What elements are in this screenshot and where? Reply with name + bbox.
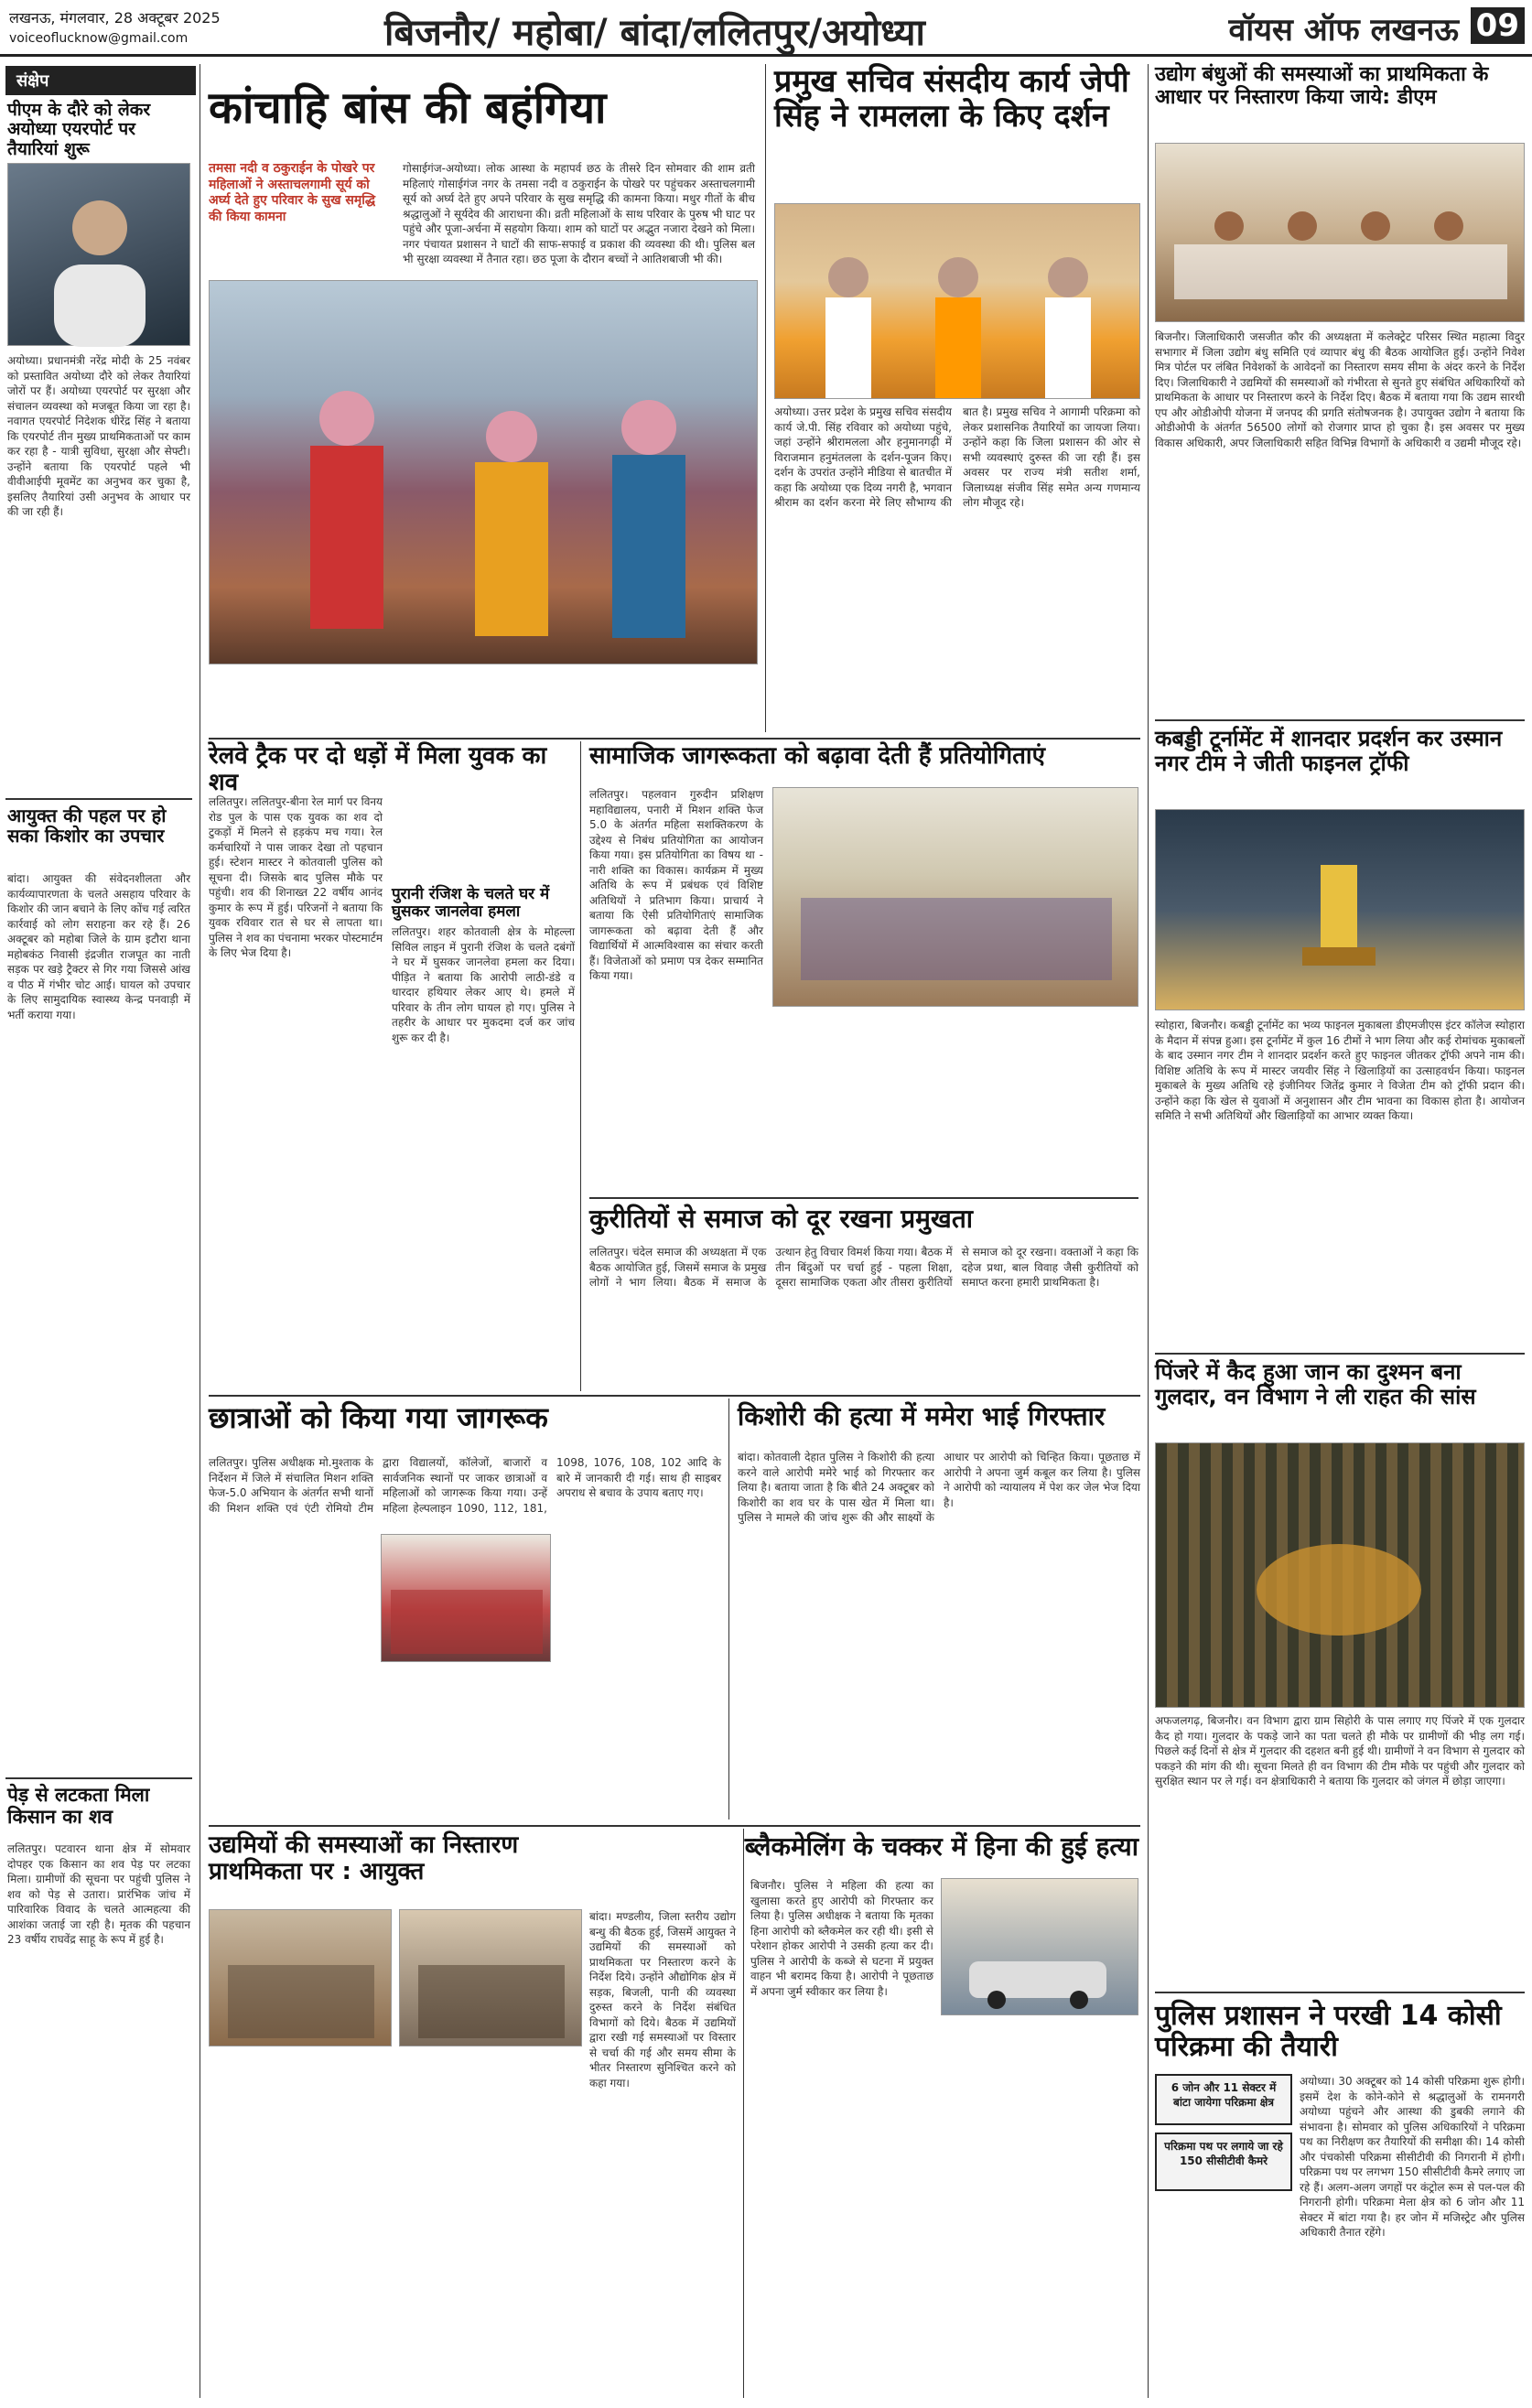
- column-rule: [743, 1829, 744, 2398]
- samajik-photo: [772, 787, 1138, 1007]
- blackmail-body-more: [941, 2023, 1138, 2398]
- sidebar-headline-3: पेड़ से लटकता मिला किसान का शव: [7, 1784, 150, 1828]
- pmsachiv-headline: प्रमुख सचिव संसदीय कार्य जेपी सिंह ने रामलला के किए दर्शन: [774, 63, 1129, 135]
- divider: [5, 1777, 192, 1779]
- divider: [1155, 719, 1525, 721]
- divider: [209, 738, 1140, 740]
- blackmail-photo: [941, 1878, 1138, 2015]
- sidebar-headline-1: पीएम के दौरे को लेकर अयोध्या एयरपोर्ट पर तैयारियां शुरू: [7, 100, 151, 159]
- udyog-photo: [1155, 143, 1525, 322]
- samajik-headline: सामाजिक जागरूकता को बढ़ावा देती हैं प्रतियोगिताएं: [589, 742, 1046, 770]
- sidebar-body-3: ललितपुर। पटवारन थाना क्षेत्र में सोमवार दोपहर एक किसान का शव पेड़ पर लटका मिला। ग्रामीणों की सूचना पर पहुंची पुलिस ने शव को पेड़ से उतारा। प्रारंभिक जांच में पारिवारिक विवाद के चलते आत्महत्या की आशंका जताई जा रही है। मृतक की पहचान 23 वर्षीय राघवेंद्र साहू के रूप में हुई है।: [7, 1842, 190, 1946]
- main-headline: कांचाहि बांस की बहंगिया: [209, 82, 607, 134]
- blackmail-body: बिजनौर। पुलिस ने महिला की हत्या का खुलासा करते हुए आरोपी को गिरफ्तार कर लिया है। पुलिस अधीक्षक ने बताया कि मृतका हिना आरोपी को ब्लैकमेल कर रही थी। इसी से परेशान होकर आरोपी ने उसकी हत्या कर दी। पुलिस ने आरोपी के कब्जे से घटना में प्रयुक्त वाहन भी बरामद किया है। आरोपी ने पूछताछ में अपना जुर्म स्वीकार कर लिया है।: [750, 1879, 933, 1998]
- sidebar-body-1: अयोध्या। प्रधानमंत्री नरेंद्र मोदी के 25 नवंबर को प्रस्तावित अयोध्या दौरे को लेकर तैयारियां जोरों पर हैं। अयोध्या एयरपोर्ट पर सुरक्षा और संचालन व्यवस्था को मजबूत किया जा रहा है। नवागत एयरपोर्ट निदेशक धीरेंद्र सिंह ने बताया कि एयरपोर्ट तीन मुख्य प्राथमिकताओं पर काम कर रहा है - यात्री सुविधा, सुरक्षा और सेफ्टी। उन्होंने बताया कि एयरपोर्ट पहले भी वीवीआईपी मूवमेंट का अनुभव कर चुका है, इसलिए तैयारियां उसी अनुभव के आधार पर की जा रही हैं।: [7, 354, 190, 518]
- divider: [1155, 1992, 1525, 1993]
- issue-date: लखनऊ, मंगलवार, 28 अक्टूबर 2025: [9, 9, 221, 27]
- officials-illustration: [210, 1910, 393, 2047]
- column-rule: [765, 64, 766, 732]
- divider: [209, 1395, 1140, 1397]
- chhath-photo: [209, 280, 758, 664]
- samajik-body-more: [589, 1016, 1138, 1190]
- blackmail-headline: ब्लैकमेलिंग के चक्कर में हिना की हुई हत्या: [744, 1831, 1138, 1862]
- railway-headline: रेलवे ट्रैक पर दो धड़ों में मिला युवक का शव: [209, 742, 547, 797]
- pinjre-body: अफजलगढ़, बिजनौर। वन विभाग द्वारा ग्राम सिहोरी के पास लगाए गए पिंजरे में एक गुलदार कैद हो गया। गुलदार के पकड़े जाने का पता चलते ही मौके पर ग्रामीणों की भीड़ लग गई। पिछले कई दिनों से क्षेत्र में गुलदार की दहशत बनी हुई थी। ग्रामीणों ने वन विभाग से गुलदार को पकड़ने की मांग की थी। सूचना मिलते ही वन विभाग की टीम मौके पर पहुंची और गुलदार को सुरक्षित स्थान पर ले गई। वन क्षेत्राधिकारी ने बताया कि गुलदार को जंगल में छोड़ा जाएगा।: [1155, 1714, 1525, 1787]
- main-body: गोसाईगंज-अयोध्या। लोक आस्था के महापर्व छठ के तीसरे दिन सोमवार की शाम व्रती महिलाएं गोसाईगंज नगर के तमसा नदी व ठकुराईन के पोखरे पर पहुंचकर अस्ताचलगामी सूर्य को अर्घ्य देते हुए अपने परिवार के सुख समृद्धि की कामना किया। मधुर गीतों के बीच श्रद्धालुओं ने सूर्यदेव की आराधना की। व्रती महिलाओं के साथ परिवार के पुरुष भी घाट पर पहुंचे और पूजा-अर्चना में सहयोग किया। शाम को घाटों पर अद्भुत नजारा देखने को मिला। नगर पंचायत प्रशासन ने घाटों की साफ-सफाई व प्रकाश की व्यवस्था की थी। पुलिस बल भी सुरक्षा व्यवस्था में तैनात रहा। छठ पूजा के दौरान बच्चों ने आतिशबाजी भी की।: [403, 162, 755, 265]
- column-rule: [728, 1398, 729, 1819]
- sidebar-body-2: बांदा। आयुक्त की संवेदनशीलता और कार्यव्यापारणता के चलते असहाय परिवार के किशोर की जान बचाने के लिए कोंच गई त्वरित कार्रवाई को लोग सराहना कर रहे हैं। 26 अक्टूबर को महोबा जिले के ग्राम इटौरा थाना महोबकंठ निवासी इंद्रजीत राजपूत का नाती सड़क पर खड़े ट्रैक्टर से गिर गया जिससे आंख व पीठ में गंभीर चोट आई। घायल को उपचार के लिए सामुदायिक स्वास्थ्य केन्द्र पनवाड़ी में भर्ती कराया गया।: [7, 872, 190, 1021]
- person-silhouette: [8, 164, 191, 347]
- kabaddi-body: स्योहारा, बिजनौर। कबड्डी टूर्नामेंट का भव्य फाइनल मुकाबला डीएमजीएस इंटर कॉलेज स्योहारा के मैदान में संपन्न हुआ। इस टूर्नामेंट में कुल 16 टीमों ने भाग लिया और कई रोमांचक मुकाबलों के बाद उस्मान नगर टीम ने शानदार प्रदर्शन करते हुए फाइनल जीतकर ट्रॉफी अपने नाम की। विशिष्ट अतिथि के रूप में मास्टर जयवीर सिंह ने खिलाड़ियों का उत्साहवर्धन किया। फाइनल मुकाबले के मुख्य अतिथि रहे इंजीनियर जितेंद्र कुमार ने विजेता टीम को ट्रॉफी प्रदान की। उन्होंने कहा कि खेल से युवाओं में अनुशासन और टीम भावना का विकास होता है। आयोजन समिति ने सभी अतिथियों और खिलाड़ियों का आभार व्यक्त किया।: [1155, 1019, 1525, 1122]
- divider: [209, 1825, 1140, 1827]
- udyami-body-more: [209, 2052, 736, 2400]
- kuritiyan-headline: कुरीतियों से समाज को दूर रखना प्रमुखता: [589, 1204, 974, 1234]
- parikrama-body-top: अयोध्या। 30 अक्टूबर को 14 कोसी परिक्रमा शुरू होगी। इसमें देश के कोने-कोने से श्रद्धालुओं के रामनगरी अयोध्या पहुंचने और आस्था की डुबकी लगाने की संभावना है। सोमवार को पुलिस अधिकारियों ने परिक्रमा पथ का निरीक्षण कर तैयारियों की समीक्षा की। 14 कोसी और पंचकोसी परिक्रमा सीसीटीवी की निगरानी में होगी। परिक्रमा पथ पर लगभग 150 सीसीटीवी कैमरे लगाए जा रहे हैं। अलग-अलग जगहों पर कंट्रोल रूम से पल-पल की निगरानी होगी। परिक्रमा मेला क्षेत्र को 6 जोन और 11 सेक्टर में बांटा गया है। हर जोन में मजिस्ट्रेट और पुलिस अधिकारी तैनात रहेंगे।: [1300, 2075, 1525, 2239]
- sidebar-label: संक्षेप: [5, 66, 196, 95]
- divider: [589, 1197, 1138, 1199]
- divider: [1155, 1353, 1525, 1355]
- main-bullet: तमसा नदी व ठकुराईन के पोखरे पर महिलाओं ने अस्ताचलगामी सूर्य को अर्घ्य देते हुए परिवार के सुख समृद्धि की किया कामना: [209, 161, 376, 224]
- puranirajish-headline: पुरानी रंजिश के चलते घर में घुसकर जानलेवा हमला: [392, 885, 550, 922]
- udyami-photo-2: [399, 1909, 582, 2046]
- pinjre-headline: पिंजरे में कैद हुआ जान का दुश्मन बना गुलदार, वन विभाग ने ली राहत की सांस: [1155, 1359, 1476, 1409]
- pmsachiv-body: अयोध्या। उत्तर प्रदेश के प्रमुख सचिव संसदीय कार्य जे.पी. सिंह रविवार को अयोध्या पहुंचे, जहां उन्होंने श्रीरामलला और हनुमानगढ़ी में विराजमान हनुमंतलला के दर्शन-पूजन किए। दर्शन के उपरांत उन्होंने मीडिया से बातचीत में कहा कि अयोध्या एक दिव्य नगरी है, भगवान श्रीराम का दर्शन करना मेरे लिए सौभाग्य की बात है। प्रमुख सचिव ने आगामी परिक्रमा को लेकर प्रशासनिक तैयारियों का जायजा लिया। उन्होंने कहा कि जिला प्रशासन की ओर से सभी व्यवस्थाएं दुरुस्त की जा रही हैं। इस अवसर पर राज्य मंत्री सतीश शर्मा, जिलाध्यक्ष संजीव सिंह समेत अन्य गणमान्य लोग मौजूद रहे।: [774, 405, 1140, 509]
- leopard-illustration: [1156, 1443, 1526, 1709]
- parikrama-box-1: 6 जोन और 11 सेक्टर में बांटा जायेगा परिक्रमा क्षेत्र: [1155, 2074, 1292, 2125]
- meeting-illustration: [400, 1910, 583, 2047]
- police-with-car-illustration: [942, 1879, 1139, 2016]
- edition-title: बिजनौर/ महोबा/ बांदा/ललितपुर/अयोध्या: [384, 12, 925, 54]
- devotees-illustration: [210, 281, 759, 665]
- udyami-headline: उद्यमियों की समस्याओं का निस्तारण प्राथमिकता पर : आयुक्त: [209, 1831, 519, 1886]
- page-number: 09: [1471, 7, 1525, 44]
- kishori-body: बांदा। कोतवाली देहात पुलिस ने किशोरी की हत्या करने वाले आरोपी ममेरे भाई को गिरफ्तार कर लिया है। बताया जाता है कि बीते 24 अक्टूबर को किशोरी का शव घर के पास खेत में मिला था। पुलिस ने मामले की जांच शुरू की और साक्ष्यों के आधार पर आरोपी को चिन्हित किया। पूछताछ में आरोपी ने अपना जुर्म कबूल कर लिया है। पुलिस ने आरोपी को न्यायालय में पेश कर जेल भेज दिया है।: [738, 1451, 1140, 1524]
- parikrama-headline: पुलिस प्रशासन ने परखी 14 कोसी परिक्रमा की तैयारी: [1155, 2000, 1502, 2063]
- kuritiyan-body: ललितपुर। चंदेल समाज की अध्यक्षता में एक बैठक आयोजित हुई, जिसमें समाज के प्रमुख लोगों ने भाग लिया। बैठक में समाज के उत्थान हेतु विचार विमर्श किया गया। बैठक में तीन बिंदुओं पर चर्चा हुई - पहला शिक्षा, दूसरा सामाजिक एकता और तीसरा कुरीतियों से समाज को दूर रखना। वक्ताओं ने कहा कि दहेज प्रथा, बाल विवाह जैसी कुरीतियों को समाप्त करना हमारी प्राथमिकता है।: [589, 1246, 1138, 1289]
- contact-email[interactable]: voiceoflucknow@gmail.com: [9, 31, 189, 46]
- samajik-body: ललितपुर। पहलवान गुरुदीन प्रशिक्षण महाविद्यालय, पनारी में मिशन शक्ति फेज 5.0 के अंतर्गत महिला सशक्तिकरण के उद्देश्य से निबंध प्रतियोगिता का आयोजन किया गया। इस प्रतियोगिता का विषय था - नारी शक्ति का विकास। कार्यक्रम में मुख्य अतिथि के रूप में प्रबंधक एवं विशिष्ट अतिथियों ने प्रतिभाग किया। प्राचार्य ने बताया कि ऐसी प्रतियोगिताएं सामाजिक जागरूकता को बढ़ावा देती हैं और विद्यार्थियों में आत्मविश्वास का संचार करती हैं। विजेताओं को प्रमाण पत्र देकर सम्मानित किया गया।: [589, 788, 763, 982]
- kabaddi-headline: कबड्डी टूर्नामेंट में शानदार प्रदर्शन कर उस्मान नगर टीम ने जीती फाइनल ट्रॉफी: [1155, 726, 1503, 776]
- chhatrayen-photo: [381, 1534, 551, 1662]
- puranirajish-body: ललितपुर। शहर कोतवाली क्षेत्र के मोहल्ला सिविल लाइन में पुरानी रंजिश के चलते दबंगों ने घर में घुसकर जानलेवा हमला कर दिया। पीड़ित ने बताया कि आरोपी लाठी-डंडे व धारदार हथियार लेकर आए थे। हमले में परिवार के तीन लोग घायल हो गए। पुलिस ने तहरीर के आधार पर मुकदमा दर्ज कर जांच शुरू कर दी है।: [392, 925, 575, 1044]
- udyami-photo-1: [209, 1909, 392, 2046]
- girls-group-illustration: [382, 1535, 552, 1663]
- newspaper-brand: वॉयस ऑफ लखनऊ: [1228, 12, 1459, 49]
- divider: [5, 798, 192, 800]
- udyog-body: बिजनौर। जिलाधिकारी जसजीत कौर की अध्यक्षता में कलेक्ट्रेट परिसर स्थित महात्मा विदुर सभागार में जिला उद्योग बंधु समिति एवं व्यापार बंधु की बैठक आयोजित हुई। उन्होंने निवेश मित्र पोर्टल पर लंबित निवेशकों के आवेदनों का निस्तारण समय सीमा के अंदर करने के निर्देश दिए। जिलाधिकारी ने उद्यमियों की समस्याओं को गंभीरता से सुनते हुए संबंधित अधिकारियों को प्राथमिकता के आधार पर निस्तारण करने के निर्देश दिए। बैठक में बताया गया कि उद्यम सारथी एप और ओडीओपी योजना में जनपद की प्रगति संतोषजनक है। उपायुक्त उद्योग ने बताया कि ओडीओपी के अंतर्गत 56500 लोगों को रोजगार प्राप्त हो चुका है। इस अवसर पर मुख्य विकास अधिकारी, अपर जिलाधिकारी सहित विभिन्न विभागों के अधिकारी व उद्यमी मौजूद रहे।: [1155, 330, 1525, 449]
- chhatrayen-headline: छात्राओं को किया गया जागरूक: [209, 1400, 548, 1435]
- masthead: [0, 0, 1532, 57]
- sidebar: [5, 66, 196, 2400]
- meeting-illustration: [1156, 144, 1526, 323]
- sidebar-photo-1: [7, 163, 190, 346]
- parikrama-box-2: परिक्रमा पथ पर लगाये जा रहे 150 सीसीटीवी कैमरे: [1155, 2133, 1292, 2191]
- officials-illustration: [775, 204, 1141, 400]
- kishori-headline: किशोरी की हत्या में ममेरा भाई गिरफ्तार: [738, 1401, 1106, 1431]
- parikrama-body: [1155, 2197, 1525, 2398]
- railway-body: ललितपुर। ललितपुर-बीना रेल मार्ग पर विनय रोड पुल के पास एक युवक का शव दो टुकड़ों में मिलने से हड़कंप मच गया। रेल कर्मचारियों ने पास जाकर देखा तो पहचान हुई। स्टेशन मास्टर ने कोतवाली पुलिस को सूचना दी। जिसके बाद पुलिस मौके पर पहुंची। शव की शिनाख्त 22 वर्षीय आनंद कुमार के रूप में हुई। परिजनों ने बताया कि युवक रविवार रात से घर से लापता था। पुलिस ने शव का पंचनामा भरकर पोस्टमार्टम के लिए भेज दिया है।: [209, 795, 383, 959]
- udyog-headline: उद्योग बंधुओं की समस्याओं का प्राथमिकता के आधार पर निस्तारण किया जाये: डीएम: [1155, 63, 1489, 109]
- kabaddi-photo: [1155, 809, 1525, 1010]
- column-rule: [1148, 64, 1149, 2398]
- chhatrayen-body: ललितपुर। पुलिस अधीक्षक मो.मुश्ताक के निर्देशन में जिले में संचालित मिशन शक्ति फेज-5.0 अभियान के अंतर्गत सभी थानों की मिशन शक्ति एवं एंटी रोमियो टीम द्वारा विद्यालयों, कॉलेजों, बाजारों व सार्वजनिक स्थानों पर जाकर छात्राओं व महिलाओं को जागरूक किया गया। उन्हें महिला हेल्पलाइन 1090, 112, 181, 1098, 1076, 108, 102 आदि के बारे में जानकारी दी गई। साथ ही साइबर अपराध से बचाव के उपाय बताए गए।: [209, 1456, 721, 1515]
- trophy-illustration: [1156, 810, 1526, 1011]
- leopard-cage-photo: [1155, 1442, 1525, 1708]
- students-illustration: [773, 788, 1139, 1008]
- sidebar-headline-2: आयुक्त की पहल पर हो सका किशोर का उपचार: [7, 804, 167, 848]
- column-rule: [580, 741, 581, 1391]
- pmsachiv-photo: [774, 203, 1140, 399]
- udyami-body: बांदा। मण्डलीय, जिला स्तरीय उद्योग बन्धु की बैठक हुई, जिसमें आयुक्त ने उद्यमियों की समस्याओं को प्राथमिकता पर निस्तारण करने के निर्देश दिये। उन्होंने औद्योगिक क्षेत्र में सड़क, बिजली, पानी की व्यवस्था दुरुस्त करने के निर्देश संबंधित विभागों को दिये। बैठक में उद्यमियों द्वारा रखी गई समस्याओं पर विस्तार से चर्चा की गई और समय सीमा के भीतर निस्तारण सुनिश्चित करने को कहा गया।: [589, 1910, 736, 2089]
